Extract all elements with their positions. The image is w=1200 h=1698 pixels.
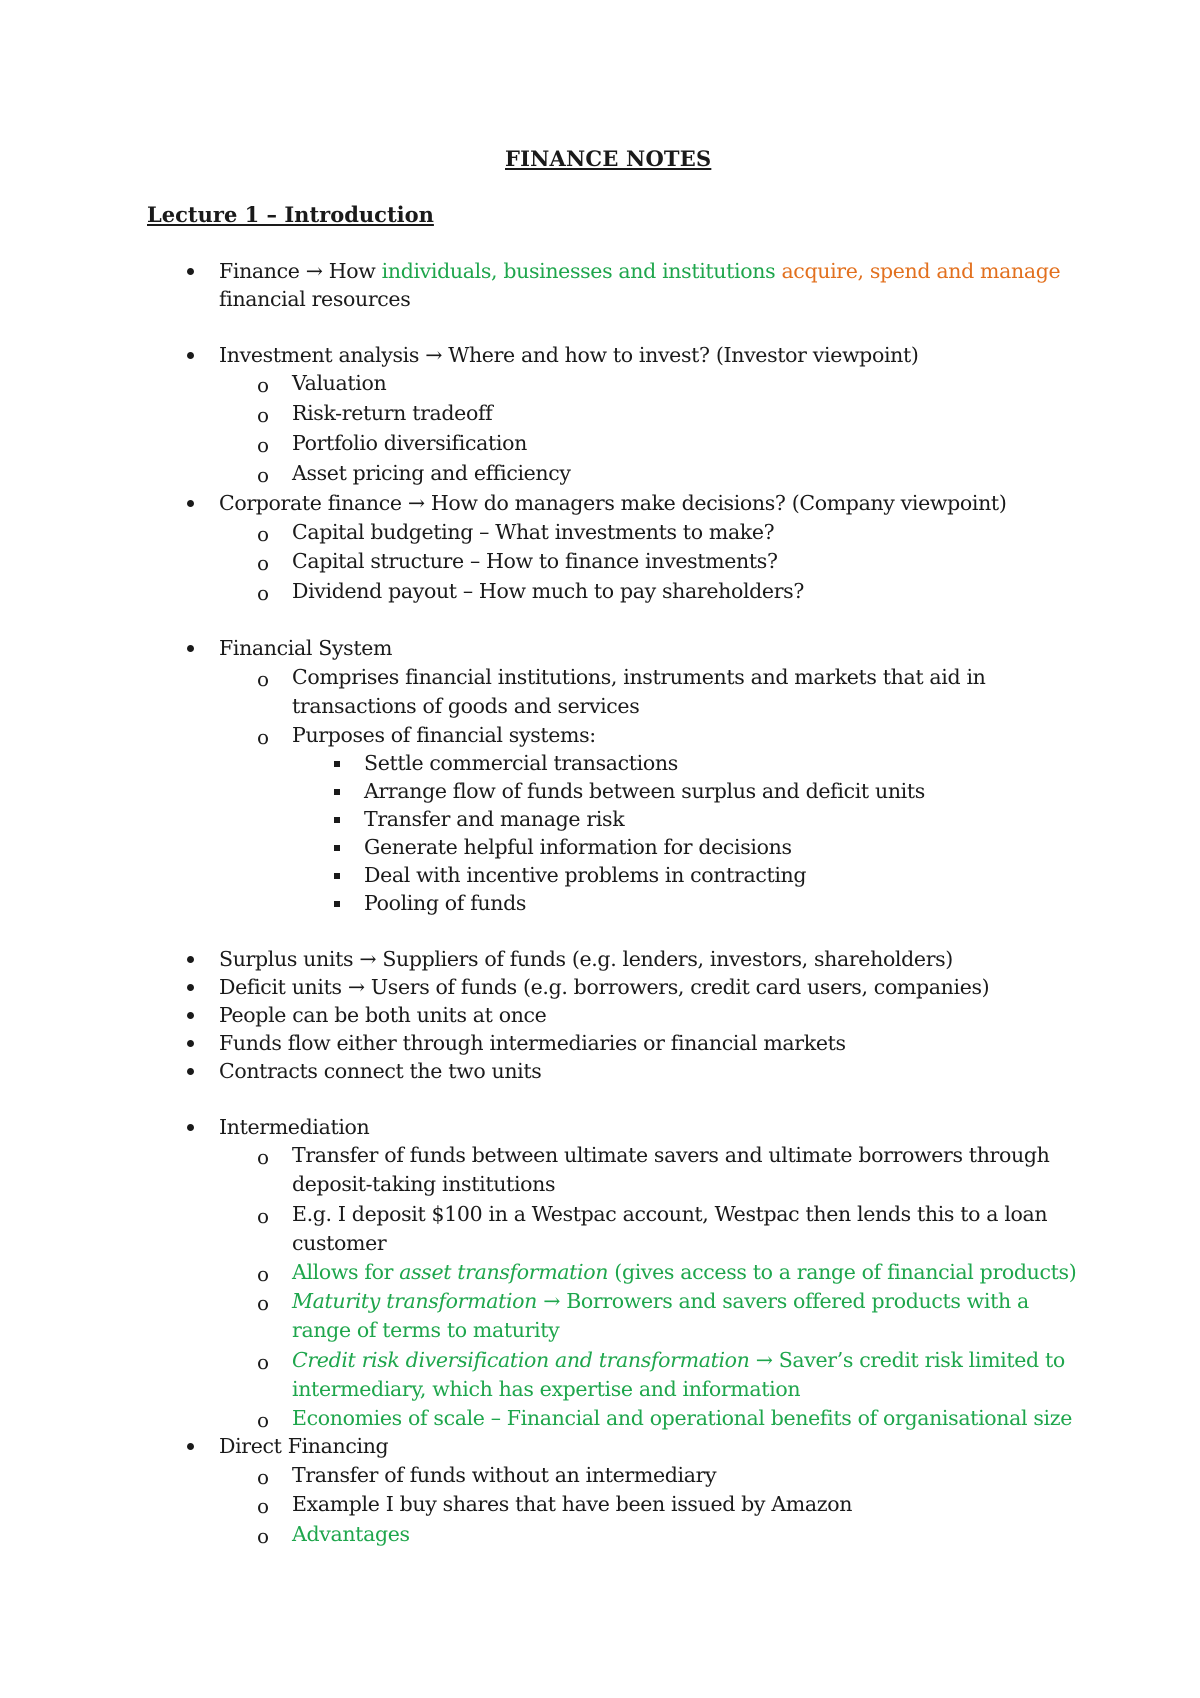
surplus-units xyxy=(219,947,953,971)
list-item: Contracts connect the two units xyxy=(219,1059,542,1083)
circle-bullet: o xyxy=(257,1262,270,1286)
square-bullet xyxy=(334,789,340,795)
circle-bullet: o xyxy=(257,403,270,427)
list-item: Comprises financial institutions, instruments and markets that aid in xyxy=(292,665,986,689)
sub-list-item: Arrange flow of funds between surplus and deficit units xyxy=(364,779,925,803)
section-heading: Lecture 1 – Introduction xyxy=(147,202,434,227)
circle-bullet: o xyxy=(257,1350,270,1374)
finance-continuation: financial resources xyxy=(219,287,411,311)
list-item: Asset pricing and efficiency xyxy=(292,461,571,485)
list-item: Capital budgeting – What investments to make? xyxy=(292,520,775,544)
finance-green-text: individuals, businesses and institutions xyxy=(381,259,776,283)
list-item-continuation: transactions of goods and services xyxy=(292,694,640,718)
list-item: Dividend payout – How much to pay shareholders? xyxy=(292,579,804,603)
list-item-continuation: customer xyxy=(292,1231,387,1255)
corporate-finance xyxy=(219,491,1006,515)
list-item: Transfer of funds without an intermediary xyxy=(292,1463,717,1487)
deficit-units xyxy=(219,975,989,999)
circle-bullet: o xyxy=(257,433,270,457)
square-bullet xyxy=(334,761,340,767)
list-item: Risk-return tradeoff xyxy=(292,401,493,425)
circle-bullet: o xyxy=(257,667,270,691)
arrow-icon: → xyxy=(425,343,443,367)
investment-label: Investment analysis xyxy=(219,343,420,367)
circle-bullet: o xyxy=(257,1524,270,1548)
circle-bullet: o xyxy=(257,1465,270,1489)
list-item: E.g. I deposit $100 in a Westpac account, Westpac then lends this to a loan xyxy=(292,1202,1048,1226)
circle-bullet: o xyxy=(257,1494,270,1518)
circle-bullet: o xyxy=(257,463,270,487)
list-item: Economies of scale – Financial and operational benefits of organisational size xyxy=(292,1406,1072,1430)
square-bullet xyxy=(334,873,340,879)
arrow-icon: → xyxy=(755,1348,773,1372)
sub-list-item: Deal with incentive problems in contracting xyxy=(364,863,807,887)
list-item: Funds flow either through intermediaries or financial markets xyxy=(219,1031,846,1055)
bullet-dot xyxy=(187,500,194,507)
bullet-dot xyxy=(187,1068,194,1075)
circle-bullet: o xyxy=(257,725,270,749)
bullet-dot xyxy=(187,984,194,991)
sub-list-item: Transfer and manage risk xyxy=(364,807,625,831)
list-item: Example I buy shares that have been issued by Amazon xyxy=(292,1492,853,1516)
bullet-dot xyxy=(187,352,194,359)
credit-risk xyxy=(292,1348,1065,1372)
bullet-dot xyxy=(187,1040,194,1047)
circle-bullet: o xyxy=(257,1145,270,1169)
arrow-icon: → xyxy=(359,947,377,971)
list-item: Valuation xyxy=(292,371,387,395)
maturity-term: Maturity transformation xyxy=(292,1289,538,1313)
list-item-continuation: intermediary, which has expertise and information xyxy=(292,1377,801,1401)
asset-pre: Allows for xyxy=(292,1260,394,1284)
circle-bullet: o xyxy=(257,551,270,575)
arrow-icon: → xyxy=(407,491,425,515)
list-item: Capital structure – How to finance investments? xyxy=(292,549,778,573)
circle-bullet: o xyxy=(257,522,270,546)
finance-label: Finance xyxy=(219,259,300,283)
bullet-dot xyxy=(187,1124,194,1131)
maturity-text: Borrowers and savers offered products with a xyxy=(566,1289,1029,1313)
asset-term: asset transformation xyxy=(399,1260,609,1284)
square-bullet xyxy=(334,845,340,851)
list-item-continuation: deposit-taking institutions xyxy=(292,1172,556,1196)
corporate-text: How do managers make decisions? (Company viewpoint) xyxy=(430,491,1007,515)
arrow-icon: → xyxy=(543,1289,561,1313)
circle-bullet: o xyxy=(257,373,270,397)
surplus-label: Surplus units xyxy=(219,947,354,971)
surplus-text: Suppliers of funds (e.g. lenders, investors, shareholders) xyxy=(382,947,953,971)
bullet-dot xyxy=(187,1443,194,1450)
direct-financing-label: Direct Financing xyxy=(219,1434,389,1458)
list-item: Portfolio diversification xyxy=(292,431,527,455)
square-bullet xyxy=(334,901,340,907)
page-title: FINANCE NOTES xyxy=(505,146,712,171)
asset-post: (gives access to a range of financial products) xyxy=(614,1260,1077,1284)
finance-orange-text: acquire, spend and manage xyxy=(781,259,1061,283)
list-item: Transfer of funds between ultimate savers and ultimate borrowers through xyxy=(292,1143,1050,1167)
deficit-label: Deficit units xyxy=(219,975,342,999)
arrow-icon: → xyxy=(305,259,323,283)
arrow-icon: → xyxy=(347,975,365,999)
sub-list-item: Settle commercial transactions xyxy=(364,751,678,775)
circle-bullet: o xyxy=(257,1291,270,1315)
investment-text: Where and how to invest? (Investor viewpoint) xyxy=(448,343,919,367)
list-item: Advantages xyxy=(292,1522,410,1546)
bullet-dot xyxy=(187,956,194,963)
credit-text: Saver’s credit risk limited to xyxy=(778,1348,1065,1372)
sub-list-item: Pooling of funds xyxy=(364,891,527,915)
intermediation-label: Intermediation xyxy=(219,1115,370,1139)
list-item: Purposes of financial systems: xyxy=(292,723,596,747)
deficit-text: Users of funds (e.g. borrowers, credit card users, companies) xyxy=(370,975,990,999)
investment-analysis xyxy=(219,343,919,367)
credit-term: Credit risk diversification and transformation xyxy=(292,1348,750,1372)
finance-definition xyxy=(219,259,1060,283)
financial-system-label: Financial System xyxy=(219,636,393,660)
bullet-dot xyxy=(187,268,194,275)
circle-bullet: o xyxy=(257,1408,270,1432)
asset-transformation xyxy=(292,1260,1076,1284)
bullet-dot xyxy=(187,645,194,652)
bullet-dot xyxy=(187,1012,194,1019)
list-item: People can be both units at once xyxy=(219,1003,547,1027)
corporate-label: Corporate finance xyxy=(219,491,402,515)
circle-bullet: o xyxy=(257,581,270,605)
sub-list-item: Generate helpful information for decisions xyxy=(364,835,792,859)
square-bullet xyxy=(334,817,340,823)
finance-how: How xyxy=(328,259,376,283)
maturity-transformation xyxy=(292,1289,1029,1313)
list-item-continuation: range of terms to maturity xyxy=(292,1318,560,1342)
circle-bullet: o xyxy=(257,1204,270,1228)
